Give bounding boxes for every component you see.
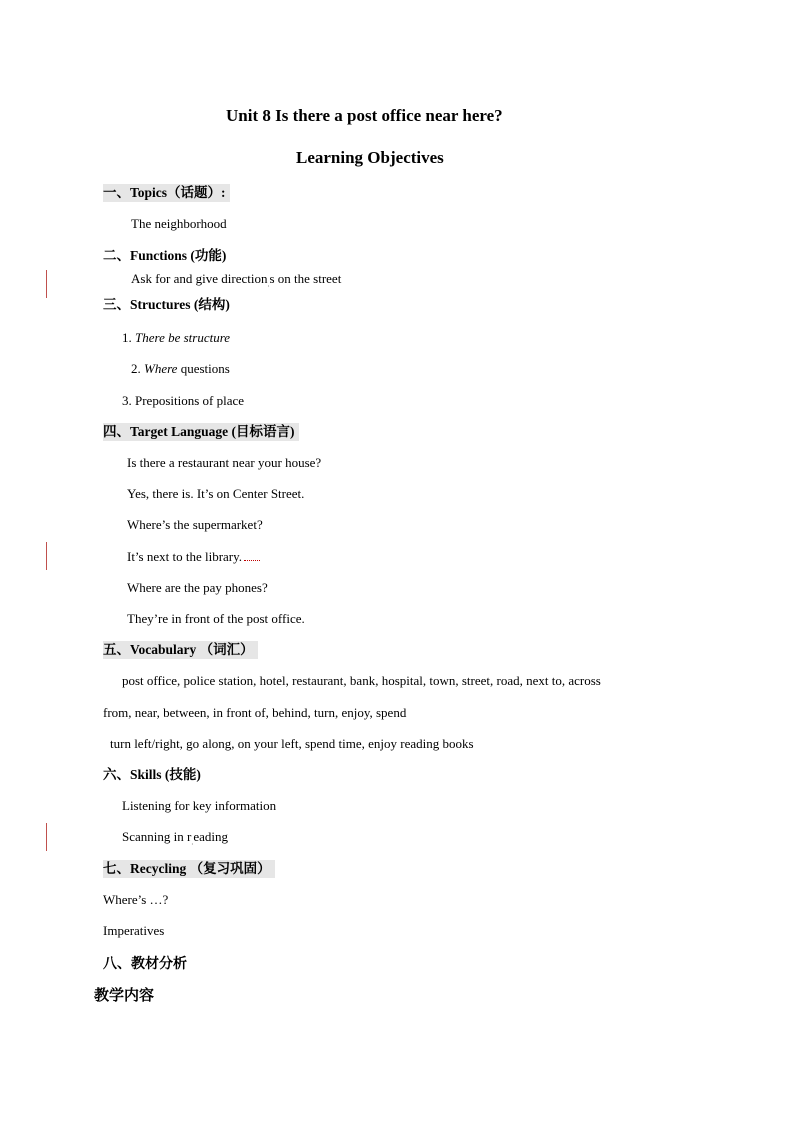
structure-item-1-number: 1.: [122, 330, 135, 345]
topics-line: The neighborhood: [131, 216, 227, 231]
section-heading-recycling: 七、Recycling （复习巩固）: [103, 860, 275, 878]
target-language-line-1: Is there a restaurant near your house?: [127, 455, 322, 470]
document-title: Unit 8 Is there a post office near here?: [226, 106, 503, 125]
structure-item-3: 3. Prepositions of place: [122, 393, 245, 408]
functions-line-part1: Ask for and give direction: [131, 271, 268, 286]
functions-line: Ask for and give direction$_.$s on the street: [131, 271, 342, 289]
target-language-line-4: [127, 548, 260, 566]
section-heading-topics: 一、Topics（话题）:: [103, 184, 230, 202]
structure-item-2: [131, 360, 230, 378]
skills-line-2-part1: Scanning in r: [122, 829, 192, 844]
section-heading-functions: 二、Functions (功能): [103, 248, 227, 263]
document-subtitle: Learning Objectives: [296, 148, 444, 167]
skills-line-2-part2: eading: [193, 829, 228, 844]
vocabulary-line-2: from, near, between, in front of, behind, turn, enjoy, spend: [103, 705, 407, 720]
functions-line-part2: s on the street: [269, 271, 342, 286]
target-language-line-3: Where’s the supermarket?: [127, 517, 263, 532]
recycling-line-2: Imperatives: [103, 923, 165, 938]
spelling-mark: [244, 550, 260, 561]
target-language-line-6: They’re in front of the post office.: [127, 611, 305, 626]
target-language-line-5: Where are the pay phones?: [127, 580, 268, 595]
structure-item-1: [122, 329, 230, 347]
section-heading-target-language: 四、Target Language (目标语言): [103, 423, 299, 441]
vocabulary-line-3: turn left/right, go along, on your left, spend time, enjoy reading books: [110, 736, 474, 751]
revision-mark: [46, 270, 47, 298]
revision-mark: [46, 823, 47, 851]
section-heading-structures: 三、Structures (结构): [103, 297, 230, 312]
revision-mark: [46, 542, 47, 570]
skills-line-1: Listening for key information: [122, 798, 277, 813]
structure-item-2-text: questions: [177, 361, 230, 376]
target-language-line-4-text: It’s next to the library.: [127, 549, 243, 564]
vocabulary-line-1: post office, police station, hotel, restaurant, bank, hospital, town, street, road, next to, across: [122, 673, 601, 688]
section-heading-teaching-content: 教学内容: [94, 986, 155, 1004]
section-heading-skills: 六、Skills (技能): [103, 767, 201, 782]
recycling-line-1: Where’s …?: [103, 892, 169, 907]
section-heading-textbook-analysis: 八、教材分析: [103, 956, 187, 972]
section-heading-vocabulary: 五、Vocabulary （词汇）: [103, 641, 258, 659]
structure-item-2-italic: Where: [144, 361, 178, 376]
target-language-line-2: Yes, there is. It’s on Center Street.: [127, 486, 305, 501]
structure-item-2-number: 2.: [131, 361, 144, 376]
skills-line-2: Scanning in $r_.eading$: [122, 829, 228, 847]
structure-item-1-text: There be structure: [135, 330, 231, 345]
